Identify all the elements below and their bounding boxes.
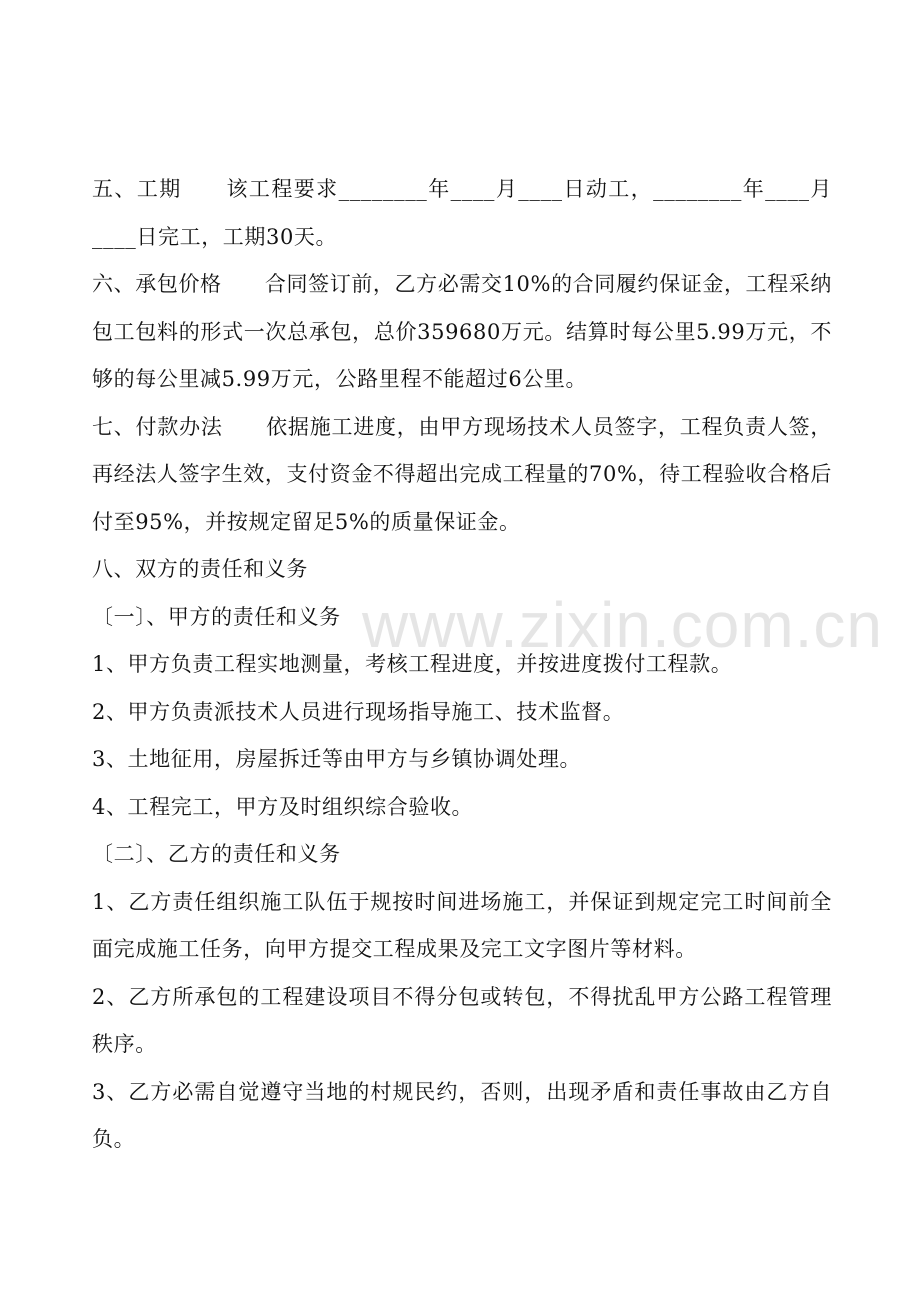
section-5-schedule: 五、工期 该工程要求________年____月____日动工，________年____月____日完工，工期30天。 <box>92 177 832 249</box>
subsection-party-b-heading: 〔二〕、乙方的责任和义务 <box>92 842 341 866</box>
party-b-item-2: 2、乙方所承包的工程建设项目不得分包或转包，不得扰乱甲方公路工程管理秩序。 <box>92 984 832 1056</box>
document-body <box>92 166 832 1164</box>
section-8-heading: 八、双方的责任和义务 <box>92 557 308 581</box>
party-b-item-3: 3、乙方必需自觉遵守当地的村规民约，否则，出现矛盾和责任事故由乙方自负。 <box>92 1079 832 1151</box>
party-a-item-4: 4、工程完工，甲方及时组织综合验收。 <box>92 794 474 819</box>
subsection-party-a-heading: 〔一〕、甲方的责任和义务 <box>92 604 341 629</box>
section-6-contract-price: 六、承包价格 合同签订前，乙方必需交10%的合同履约保证金，工程采纳包工包料的形式一次总承包，总价359680万元。结算时每公里5.99万元，不够的每公里减5.99万元，公路里程不能超过6公里。 <box>92 272 832 391</box>
party-b-item-1: 1、乙方责任组织施工队伍于规按时间进场施工，并保证到规定完工时间前全面完成施工任务，向甲方提交工程成果及完工文字图片等材料。 <box>92 889 832 961</box>
party-a-item-2: 2、甲方负责派技术人员进行现场指导施工、技术监督。 <box>92 699 625 724</box>
watermark: www.zixin.com.cn <box>362 589 883 661</box>
party-a-item-3: 3、土地征用，房屋拆迁等由甲方与乡镇协调处理。 <box>92 747 582 771</box>
section-7-payment-method: 七、付款办法 依据施工进度，由甲方现场技术人员签字，工程负责人签，再经法人签字生效，支付资金不得超出完成工程量的70%，待工程验收合格后付至95%，并按规定留足5%的质量保证金。 <box>92 414 832 534</box>
party-a-item-1: 1、甲方负责工程实地测量，考核工程进度，并按进度拨付工程款。 <box>92 652 733 676</box>
